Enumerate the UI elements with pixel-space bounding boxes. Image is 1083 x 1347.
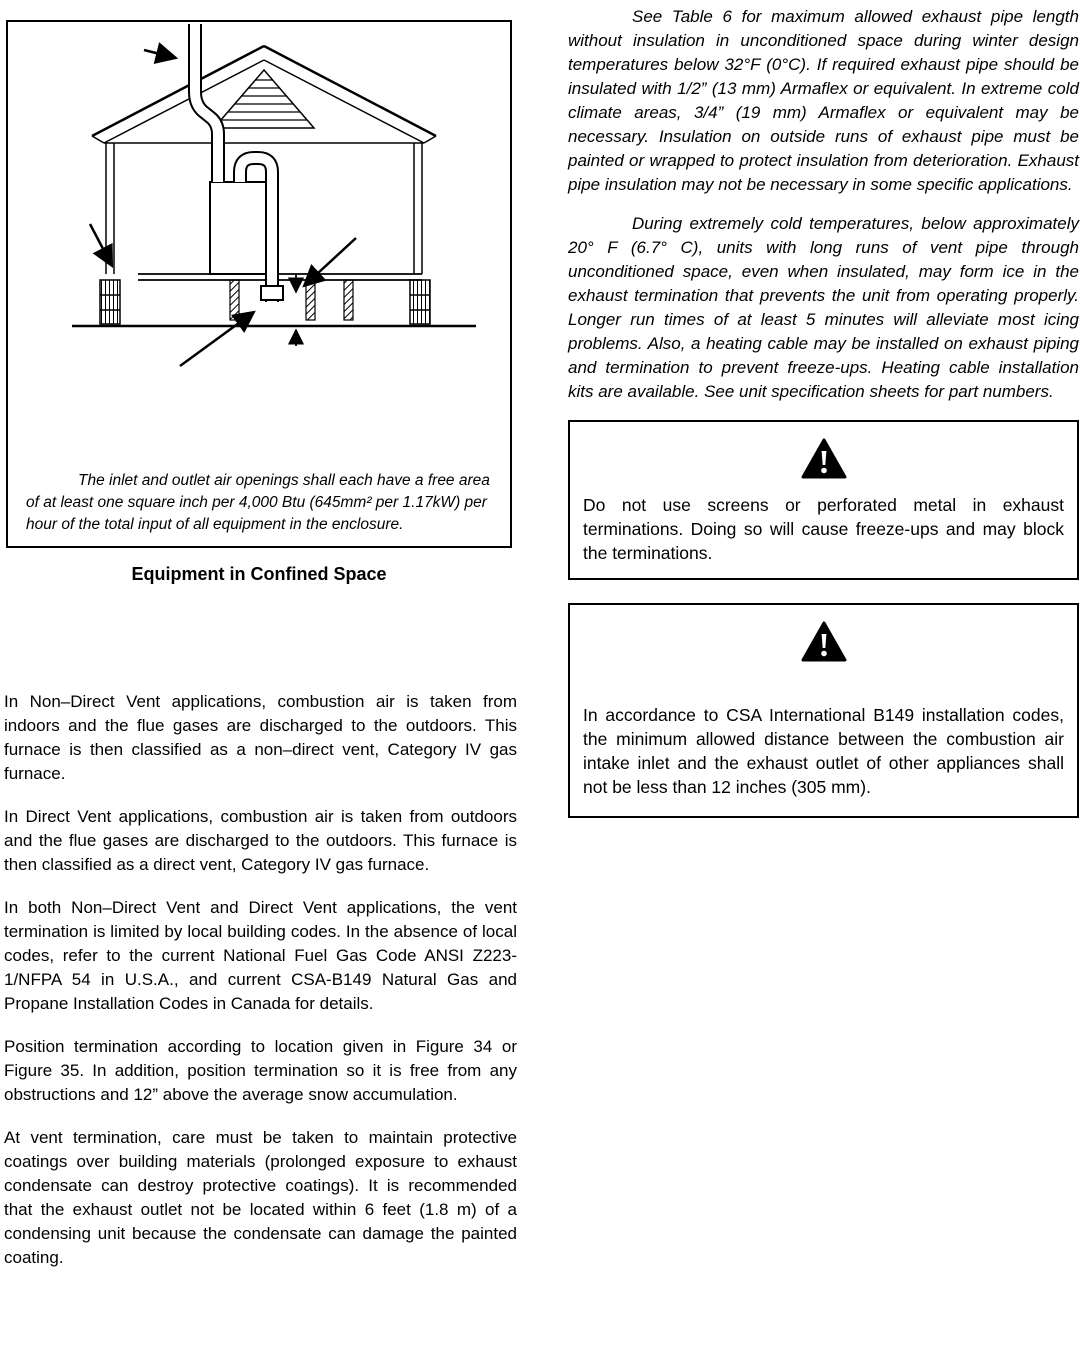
warning-text: In accordance to CSA International B149 installation codes, the minimum allowed distance between the combustion air intake inlet and the exhaust outlet of other appliances shall not be less than 12 inches (305 mm). <box>583 705 1064 797</box>
paragraph-direct-vent: In Direct Vent applications, combustion air is taken from outdoors and the flue gases are discharged to the outdoors. This furnace is then classified as a direct vent, Category IV gas furnace. <box>4 807 517 874</box>
figure-note: The inlet and outlet air openings shall each have a free area of at least one square inch per 4,000 Btu (645mm² per 1.17kW) per hour of the total input of all equipment in the enclosure. <box>26 472 490 533</box>
exhaust-vent-pipe <box>195 24 218 182</box>
paragraph-protective-coatings: At vent termination, care must be taken to maintain protective coatings over building materials (prolonged exposure to exhaust condensate can destroy protective coatings). It is recommended that the exhaust outlet not be located within 6 feet (1.8 m) of a condensing unit because the condensate can damage the painted coating. <box>4 1128 517 1267</box>
warning-triangle-icon <box>801 438 847 480</box>
warning-triangle-icon <box>801 621 847 663</box>
paragraph-cold-temperatures: During extremely cold temperatures, below approximately 20° F (6.7° C), units with long runs of vent pipe through unconditioned space, even when insulated, may form ice in the exhaust termination that prevents the unit from operating properly. Longer run times of at least 5 minutes will alleviate most icing problems. Also, a heating cable may be installed on exhaust piping and termination to prevent freeze-ups. Heating cable installation kits are available. See unit specification sheets for part numbers. <box>568 214 1079 401</box>
figure-caption: Equipment in Confined Space <box>131 564 387 584</box>
floor-deck <box>138 274 422 280</box>
paragraph-exhaust-pipe-insulation: See Table 6 for maximum allowed exhaust pipe length without insulation in unconditioned space during winter design temperatures below 32°F (0°C). If required exhaust pipe should be insulated with 1/2” (13 mm) Armaflex or equivalent. In extreme cold climate areas, 3/4” (19 mm) Armaflex or equivalent may be necessary. Insulation on outside runs of exhaust pipe must be painted or wrapped to protect insulation from deterioration. Exhaust pipe insulation may not be necessary in some specific applications. <box>568 7 1079 194</box>
figure-equipment-confined-space <box>6 20 512 548</box>
paragraph-vent-termination-codes: In both Non–Direct Vent and Direct Vent applications, the vent termination is limited by local building codes. In the absence of local codes, refer to the current National Fuel Gas Code ANSI Z223-1/NFPA 54 in U.S.A., and current CSA-B149 Natural Gas and Propane Installation Codes in Canada for details. <box>4 898 517 1013</box>
paragraph-position-termination: Position termination according to location given in Figure 34 or Figure 35. In addition, position termination so it is free from any obstructions and 12” above the average snow accumulation. <box>4 1037 517 1104</box>
paragraph-non-direct-vent: In Non–Direct Vent applications, combustion air is taken from indoors and the flue gases are discharged to the outdoors. This furnace is then classified as a non–direct vent, Category IV gas furnace. <box>4 692 517 783</box>
right-column <box>568 0 1079 818</box>
warning-text: Do not use screens or perforated metal in exhaust terminations. Doing so will cause freeze-ups and may block the terminations. <box>583 495 1064 563</box>
furnace <box>210 182 268 274</box>
floor-joists <box>230 280 353 320</box>
warning-box-csa-distance <box>568 603 1079 818</box>
gable-louver-vent <box>208 70 320 128</box>
house-cross-section-diagram <box>8 24 510 458</box>
warning-box-screens <box>568 420 1079 580</box>
left-column <box>4 690 517 1289</box>
pipe-coupling <box>261 286 283 300</box>
